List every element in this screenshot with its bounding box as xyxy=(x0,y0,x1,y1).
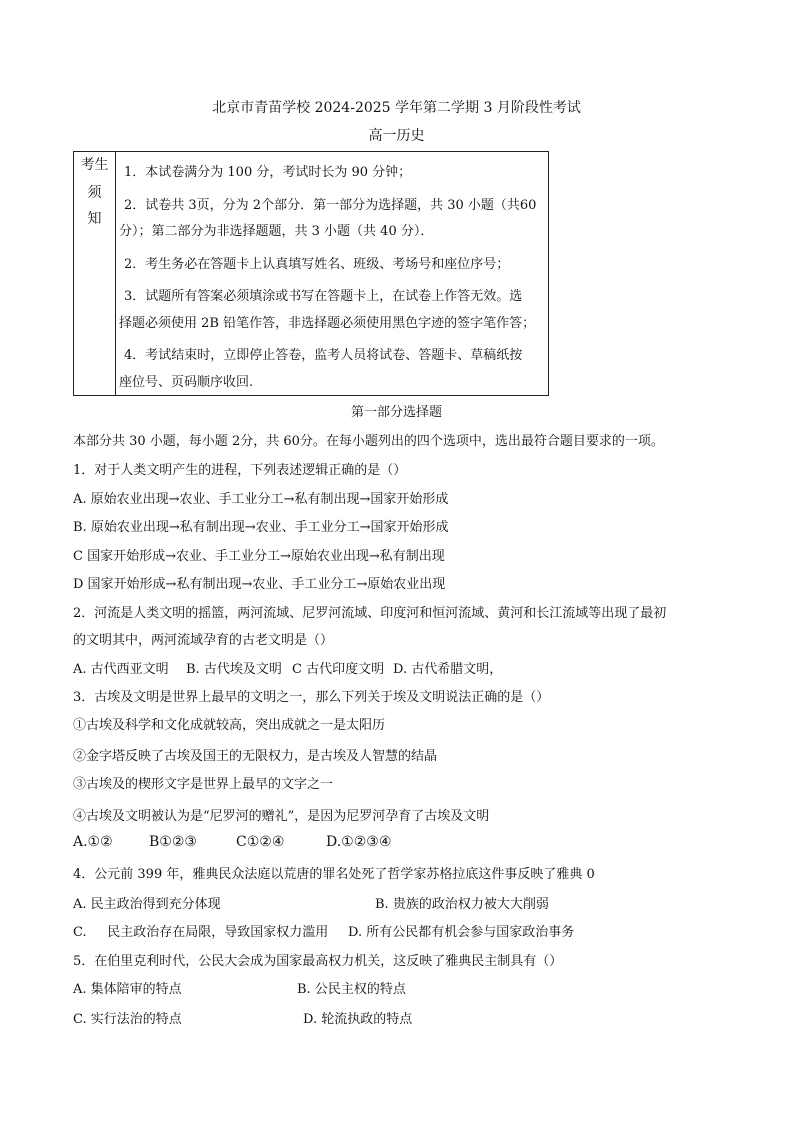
question-5-option-a: A. 集体陪审的特点 xyxy=(73,982,182,997)
exam-title: 北京市青苗学校 2024-2025 学年第二学期 3 月阶段性考试 xyxy=(212,100,581,116)
question-1-option-b: B. 原始农业出现→私有制出现→农业、手工业分工→国家开始形成 xyxy=(73,520,449,535)
notice-rule-4-cont: 择题必须使用 2B 铅笔作答，非选择题必须使用黑色字迹的签字笔作答； xyxy=(119,316,536,331)
question-3-option-d: D.①②③④ xyxy=(326,834,392,850)
question-2-stem: 2．河流是人类文明的摇篮，两河流域、尼罗河流域、印度河和恒河流域、黄河和长江流域等出现了最初 xyxy=(73,606,667,621)
notice-rule-2: 2．试卷共 3页，分为 2个部分．第一部分为选择题，共 30 小题（共60 xyxy=(124,198,537,213)
question-1-option-c: C 国家开始形成→农业、手工业分工→原始农业出现→私有制出现 xyxy=(73,549,445,564)
exam-notice-table xyxy=(73,151,549,396)
question-3-statement-1: ①古埃及科学和文化成就较高，突出成就之一是太阳历 xyxy=(73,718,386,733)
notice-label: 考生 xyxy=(80,157,109,173)
notice-rule-5-cont: 座位号、页码顺序收回. xyxy=(119,375,254,390)
notice-label: 须 xyxy=(87,185,102,201)
exam-subject: 高一历史 xyxy=(368,128,425,144)
question-4-option-a: A. 民主政治得到充分体现 xyxy=(73,897,221,912)
question-2-option-d: D. 古代希腊文明， xyxy=(393,662,503,677)
question-4-option-c: C. 民主政治存在局限，导致国家权力滥用 xyxy=(73,925,329,940)
question-5-option-b: B. 公民主权的特点 xyxy=(297,982,406,997)
question-2-option-b: B. 古代埃及文明 xyxy=(186,662,282,677)
question-3-option-c: C①②④ xyxy=(236,834,285,850)
question-1-option-d: D 国家开始形成→私有制出现→农业、手工业分工→原始农业出现 xyxy=(73,577,446,592)
notice-rule-2-cont: 分）；第二部分为非选择题题，共 3 小题（共 40 分）． xyxy=(119,224,434,239)
section-title: 第一部分选择题 xyxy=(350,405,442,420)
question-5-option-d: D. 轮流执政的特点 xyxy=(303,1012,413,1027)
notice-rule-4: 3．试题所有答案必须填涂或书写在答题卡上，在试卷上作答无效。选 xyxy=(124,289,523,304)
question-3-statement-2: ②金字塔反映了古埃及国王的无限权力，是古埃及人智慧的结晶 xyxy=(73,749,438,764)
notice-divider xyxy=(115,152,116,395)
question-5-stem: 5．在伯里克利时代，公民大会成为国家最高权力机关，这反映了雅典民主制具有（） xyxy=(73,954,563,969)
question-4-option-d: D. 所有公民都有机会参与国家政治事务 xyxy=(348,925,575,940)
notice-rule-1: 1．本试卷满分为 100 分，考试时长为 90 分钟； xyxy=(124,165,412,180)
question-4-stem: 4．公元前 399 年，雅典民众法庭以荒唐的罪名处死了哲学家苏格拉底这件事反映了雅典 0 xyxy=(73,867,595,882)
question-2-option-a: A. 古代西亚文明 xyxy=(73,662,169,677)
question-4-option-b: B. 贵族的政治权力被大大削弱 xyxy=(375,897,549,912)
notice-rule-5: 4．考试结束时，立即停止答卷，监考人员将试卷、答题卡、草稿纸按 xyxy=(124,348,523,363)
notice-rule-3: 2．考生务必在答题卡上认真填写姓名、班级、考场号和座位序号； xyxy=(124,257,510,272)
question-3-option-b: B①②③ xyxy=(149,834,197,850)
notice-label: 知 xyxy=(87,211,102,227)
question-3-statement-4: ④古埃及文明被认为是“尼罗河的赠礼”，是因为尼罗河孕育了古埃及文明 xyxy=(73,809,490,824)
question-2-option-c: C 古代印度文明 xyxy=(292,662,385,677)
question-1-option-a: A. 原始农业出现→农业、手工业分工→私有制出现→国家开始形成 xyxy=(73,492,449,507)
question-2-stem-cont: 的文明其中，两河流域孕育的古老文明是（） xyxy=(73,633,334,648)
question-3-stem: 3．古埃及文明是世界上最早的文明之一，那么下列关于埃及文明说法正确的是（） xyxy=(73,690,550,705)
section-instructions: 本部分共 30 小题，每小题 2分，共 60分。在每小题列出的四个选项中，选出最符合题目要求的一项。 xyxy=(73,434,664,449)
question-3-statement-3: ③古埃及的楔形文字是世界上最早的文字之一 xyxy=(73,777,334,792)
question-3-option-a: A.①② xyxy=(73,834,113,850)
question-5-option-c: C. 实行法治的特点 xyxy=(73,1012,182,1027)
question-1-stem: 1．对于人类文明产生的进程，下列表述逻辑正确的是（） xyxy=(73,463,407,478)
